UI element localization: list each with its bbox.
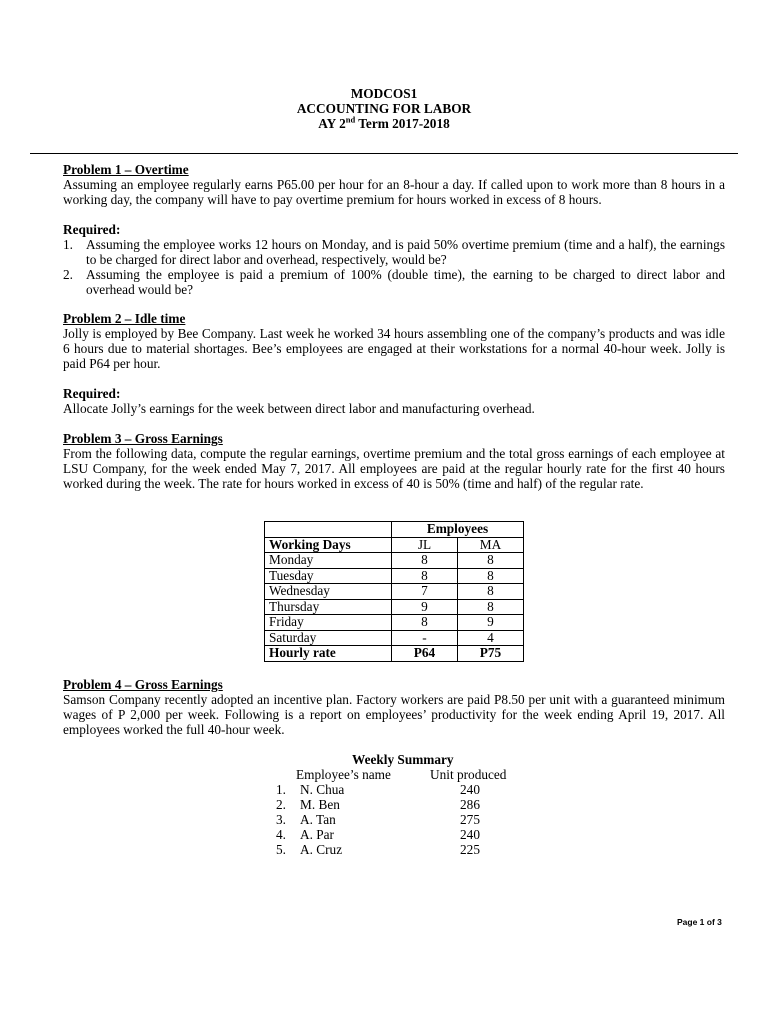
term-suffix: Term 2017-2018 [355, 116, 450, 131]
problem1-title: Problem 1 – Overtime [63, 162, 189, 177]
ma-cell: 4 [458, 630, 524, 646]
table-row [265, 646, 524, 662]
jl-cell: - [392, 630, 458, 646]
jl-cell: 8 [392, 553, 458, 569]
problem2-title: Problem 2 – Idle time [63, 311, 186, 326]
employee-name: M. Ben [300, 797, 340, 812]
row-number: 3. [276, 812, 286, 827]
table-row [265, 568, 524, 584]
problem3-body: From the following data, compute the regular earnings, overtime premium and the total gross earnings of each employee at LSU Company, for the week ended May 7, 2017. All employees are paid at the regular hourly rate for the first 40 hours worked during the week. The rate for hours worked in excess of 40 is 50% (time and half) of the regular rate. [63, 446, 725, 492]
day-cell: Tuesday [265, 568, 392, 584]
item-text: Assuming the employee is paid a premium of 100% (double time), the earning to be charged to direct labor and overhead would be? [86, 267, 725, 298]
table-row [265, 522, 524, 538]
problem1-required: Required: [63, 222, 121, 237]
day-cell: Thursday [265, 599, 392, 615]
page-number: Page 1 of 3 [677, 917, 722, 927]
table-row [265, 553, 524, 569]
row-number: 1. [276, 782, 286, 797]
table-row [265, 537, 524, 553]
units-produced: 275 [460, 812, 480, 827]
table-row [265, 584, 524, 600]
problem2-body: Jolly is employed by Bee Company. Last week he worked 34 hours assembling one of the company’s products and was idle 6 hours due to material shortages. Bee’s employees are engaged at their workstations for a normal 40-hour week. Jolly is paid P64 per hour. [63, 326, 725, 372]
units-produced: 225 [460, 842, 480, 857]
employees-hours-table [264, 521, 524, 662]
employee-name: A. Par [300, 827, 334, 842]
term-sup: nd [345, 114, 356, 125]
item-number: 2. [63, 267, 73, 282]
units-produced: 240 [460, 782, 480, 797]
units-produced: 240 [460, 827, 480, 842]
ma-cell: 8 [458, 584, 524, 600]
term-prefix: AY 2 [318, 116, 346, 131]
column-header-ma: MA [458, 537, 524, 553]
item-text: Assuming the employee works 12 hours on Monday, and is paid 50% overtime premium (time and a half), the earnings to be charged for direct labor and overhead, respectively, would be? [86, 237, 725, 268]
jl-cell: 8 [392, 568, 458, 584]
employees-header: Employees [392, 522, 524, 538]
day-cell: Saturday [265, 630, 392, 646]
row-number: 4. [276, 827, 286, 842]
jl-cell: 7 [392, 584, 458, 600]
problem2-required: Required: [63, 386, 121, 401]
table-row [265, 599, 524, 615]
problem1-body: Assuming an employee regularly earns P65.00 per hour for an 8-hour a day. If called upon to work more than 8 hours in a working day, the company will have to pay overtime premium for hours worked in excess of 8 hours. [63, 177, 725, 208]
hourly-rate-ma: P75 [458, 646, 524, 662]
problem4-body: Samson Company recently adopted an incentive plan. Factory workers are paid P8.50 per unit with a guaranteed minimum wages of P 2,000 per week. Following is a report on employees’ productivity for the week ending April 19, 2017. All employees worked the full 40-hour week. [63, 692, 725, 738]
item-number: 1. [63, 237, 73, 252]
ma-cell: 8 [458, 568, 524, 584]
employee-name-header: Employee’s name [296, 767, 391, 782]
column-header-jl: JL [392, 537, 458, 553]
doc-code: MODCOS1 [350, 86, 418, 101]
table-row [265, 630, 524, 646]
units-produced: 286 [460, 797, 480, 812]
doc-subject: ACCOUNTING FOR LABOR [296, 101, 472, 116]
header-divider [30, 153, 738, 154]
row-number: 5. [276, 842, 286, 857]
working-days-header: Working Days [265, 537, 392, 553]
table-row [265, 615, 524, 631]
units-produced-header: Unit produced [430, 767, 507, 782]
problem2-required-text: Allocate Jolly’s earnings for the week between direct labor and manufacturing overhead. [63, 401, 535, 416]
row-number: 2. [276, 797, 286, 812]
ma-cell: 8 [458, 553, 524, 569]
jl-cell: 9 [392, 599, 458, 615]
doc-term [0, 116, 768, 131]
employee-name: A. Cruz [300, 842, 343, 857]
table-cell-empty [265, 522, 392, 538]
hourly-rate-jl: P64 [392, 646, 458, 662]
weekly-summary-title: Weekly Summary [352, 752, 454, 767]
employee-name: N. Chua [300, 782, 345, 797]
day-cell: Wednesday [265, 584, 392, 600]
employee-name: A. Tan [300, 812, 336, 827]
problem4-title: Problem 4 – Gross Earnings [63, 677, 223, 692]
ma-cell: 9 [458, 615, 524, 631]
day-cell: Friday [265, 615, 392, 631]
ma-cell: 8 [458, 599, 524, 615]
day-cell: Monday [265, 553, 392, 569]
hourly-rate-label: Hourly rate [265, 646, 392, 662]
jl-cell: 8 [392, 615, 458, 631]
problem3-title: Problem 3 – Gross Earnings [63, 431, 223, 446]
